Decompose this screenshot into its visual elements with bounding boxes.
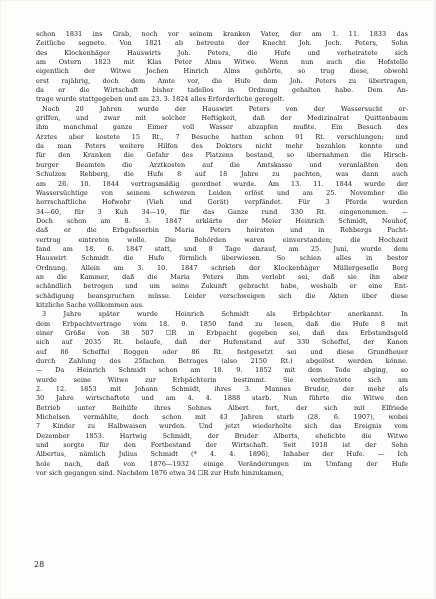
text-line: Wassersüchtige von seinem schweren Leiden erlöst und am 25. November die: [36, 188, 408, 197]
text-line: Doch schon am 8. 3. 1847 erklärte der Meier Heinrich Schmidt, Neuhof,: [36, 216, 408, 225]
page-number: 28: [34, 560, 45, 569]
text-line: da man Peters weitere Hilfen des Doktors nicht mehr bezahlen konnte und: [36, 142, 408, 151]
text-line: schändlich betrogen und um seine Zukunft gebracht habe, weshalb er eine Ent-: [36, 282, 408, 291]
text-line: 3 Jahre später wurde Heinrich Schmidt als Erbpächter anerkannt. In: [42, 310, 408, 319]
text-line: Ordnung. Allein am 3. 10. 1847 schrieb der Klockenhäger Müllergeselle Berg: [36, 263, 408, 272]
text-line: für den Kranken die Gefahr des Platzens bestand, so übernahmen die Hirsch-: [36, 151, 408, 160]
text-line: Hauswirt Schmidt die Hufe förmlich überwiesen. So schien alles in bester: [36, 254, 408, 263]
text-line: sich auf 2035 Rt. belaufe, daß der Hufenstand auf 330 Scheffel, der Kanon: [36, 338, 408, 347]
text-line: Dezember 1853. Hartwig Schmidt, der Bruder Alberts, ehelichte die Witwe: [36, 431, 408, 440]
text-line: Zeitliche segnete. Von 1821 ab betreute der Knecht Joh. Joch. Peters, Sohn: [36, 39, 408, 48]
text-line: einer Größe von 38 507 ☐R in Erbpacht gegeben sei, daß das Erbstandsgeld: [36, 329, 408, 337]
text-line: griffen, und zwar mit solcher Heftigkeit, daß der Medizinalrat Quittenbaum: [36, 114, 408, 123]
text-line: kitzliche Sache vollkommen aus.: [36, 300, 145, 309]
text-line: erst rajährig, doch dem Amte vor, die Hufe dem Joh. Peters zu übertragen,: [36, 76, 408, 85]
text-line: vor sich gegangen sind. Nachdem 1876 etwa 34 ☐R zur Hufe hinzukamen,: [36, 469, 284, 478]
text-line: Albertus, nämlich Julius Schmidt (* 4. 4. 1896), Inhaber der Hufe. — Ich: [36, 450, 408, 459]
text-line: ihm manchmal ganze Eimer voll Wasser abzapfen mußte. Ein Besuch des: [36, 123, 408, 132]
text-line: Nach 20 Jahren wurde der Hauswirt Peters von der Wassersucht er-: [42, 104, 408, 113]
text-line: hole nach, daß von 1876—1932 einige Veränderungen im Umfang der Hufe: [36, 459, 408, 468]
text-line: durch Zahlung des 25fachen Betrages (also 2150 Rt.) abgelöst werden könne.: [36, 357, 408, 366]
text-line: an die Kammer, daß die Maria Peters ihm verlobt sei, daß sie ihn aber: [36, 272, 408, 281]
text-line: schon 1831 ins Grab, noch vor seinem kranken Vater, der am 1. 11. 1833 das: [36, 30, 408, 38]
text-line: auf 86 Scheffel Roggen oder 86 Rt. festgesetzt sei und diese Grundheuer: [36, 347, 408, 356]
text-line: und sorgte für den Fortbestand der Wirtschaft. Seit 1918 ist der Sohn: [36, 441, 408, 450]
text-line: schädigung beanspruchen müsse. Leider verschweigen sich die Akten über diese: [36, 291, 408, 300]
text-line: 2. 12. 1853 mit Johann Schmidt, ihres 3. Mannes Bruder, der mehr als: [36, 385, 408, 394]
text-line: 34—60, für 3 Kuh 34—19, für das Ganze rund 330 Rt. eingenommen. —: [36, 207, 408, 216]
text-line: herrschaftliche Hofwehr (Vieh und Gerät) verpfändet. Für 3 Pferde wurden: [36, 198, 408, 207]
text-line: 7 Kinder zu Halbwaisen wurden. Und jetzt wiederholte sich das Ereignis vom: [36, 422, 408, 431]
text-line: trage wurde stattgegeben und am 23. 3. 1824 alles Erforderliche geregelt.: [36, 95, 285, 104]
text-line: wurde seine Witwe zur Erbpächterin bestimmt. Sie verheiratete sich am: [36, 375, 408, 384]
text-line: fand am 18. 6. 1847 statt, und 8 Tage darauf, am 25. Juni, wurde dem: [36, 244, 408, 253]
text-line: da er die Wirtschaft bisher tadellos in Ordnung gehalten habe. Dem An-: [36, 86, 408, 95]
text-line: Arztes aber kostete 15 Rt., 7 Besuche hatten schon 91 Rt. verschlungen; und: [36, 132, 408, 141]
text-line: Michelsen vermählte, doch schon mit 43 Jahren starb (28. 6. 1907), wobei: [36, 413, 408, 422]
text-line: daß er die Erbgefsserbin Maria Peters heiraten und in Rehbergs Pacht-: [36, 226, 408, 235]
text-line: vertrag eintreten wolle. Die Behörden waren einverstanden; die Hochzeit: [36, 235, 408, 244]
text-line: Schulzen Rehberg, die Hufe 8 auf 18 Jahre zu pachten, was dann auch: [36, 170, 408, 179]
body-text: [36, 30, 408, 479]
text-line: des Klockenhäger Hauswirts Joh. Peters, die Hufe und verheiratete sich: [36, 48, 408, 57]
text-line: am Ostern 1823 mit Klas Peter Alms Witwe. Wenn nun auch die Hofstelle: [36, 58, 408, 67]
text-line: Betrieb unter Beihilfe ihres Sohnes Albert fort, der sich mit Elfriede: [36, 403, 408, 412]
text-line: eigentlich der Witwe Jochen Hinrich Alms gehörte, so trug diese, obwohl: [36, 67, 408, 76]
text-line: burger Beamten die Arztkosten auf die Amtskasse und veranlaßten den: [36, 160, 408, 169]
text-line: am 26. 10. 1844 vertragsmäßig geordnet wurde. Am 13. 11. 1844 wurde der: [36, 179, 408, 188]
text-line: 30 Jahre wirtschaftete und am 4. 4. 1888 starb. Nun führte die Witwe den: [36, 394, 408, 403]
text-line: dem Erbpachtvertrage vom 18. 9. 1850 fand zu lesen, daß die Hufe 8 mit: [36, 319, 408, 328]
text-line: — Da Heinrich Schmidt schon am 18. 9. 1852 mit dem Tode abging, so: [36, 366, 408, 375]
